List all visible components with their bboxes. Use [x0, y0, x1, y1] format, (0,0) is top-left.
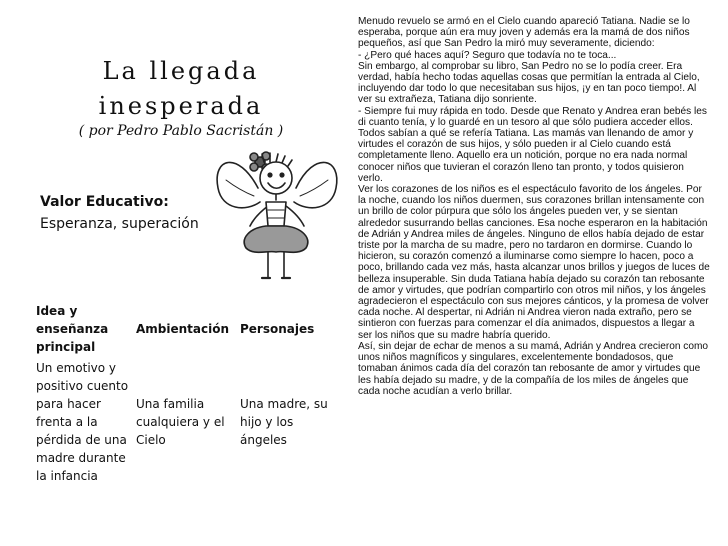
valor-educativo-value: Esperanza, superación — [40, 216, 199, 232]
cell-idea: Un emotivo y positivo cuento para hacer frenta a la pérdida de una madre durante la infancia — [36, 361, 129, 483]
fairy-girl-illustration — [210, 140, 345, 290]
author-line: ( por Pedro Pablo Sacristán ) — [78, 123, 284, 139]
story-paragraph: - ¿Pero qué haces aquí? Seguro que todavía no te toca... — [358, 49, 617, 61]
header-ambientacion: Ambientación — [136, 322, 230, 336]
header-idea: Idea y enseñanza principal — [36, 304, 109, 354]
left-column — [0, 0, 352, 546]
info-table-row — [34, 359, 334, 485]
story-paragraph: - Siempre fui muy rápida en todo. Desde que Renato y Andrea eran bebés les di cuanto tenía, y lo guardé en un tesoro al que sólo pudiera acceder ellos. — [358, 105, 707, 128]
info-table-header-row — [34, 299, 334, 359]
story-text — [358, 16, 710, 397]
story-paragraph: Ver los corazones de los niños es el espectáculo favorito de los ángeles. Por la noche, cuando los niños duermen, sus corazones brillan intensamente con un brillo de color púrpura que sólo los ángeles pueden ver, y se sientan alrededor susurrando bellas canciones. Esa noche esperaron en la habitación de Adrián y Andrea miles de ángeles. Ninguno de ellos había dejado de estar triste por la marcha de su madre, pero no tardaron en dormirse. Cuando lo hicieron, su corazón comenzó a iluminarse como siempre lo hacen, poco a poco, brillando cada vez más, hasta alcanzar unos brillos y juegos de luces de belleza insuperable. Sin duda Tatiana había dejado su corazón tan rebosante de amor y virtudes, que podrían compartirlo con otros mil niños, y los ángeles agradecieron el espectáculo con sus mejores cánticos, y la promesa de volver cada noche. Al despertar, ni Adrián ni Andrea vieron nada extraño, pero se sintieron con fuerzas para comenzar el día animados, dispuestos a llegar a ser los niños que su madre habría querido. — [358, 184, 710, 341]
story-paragraph: Todos sabían a qué se refería Tatiana. Las mamás van llenando de amor y virtudes el corazón de sus hijos, y sólo pueden ir al Cielo cuando está completamente lleno. Aquello era un notición, porque no era nada normal conocer niños que tuvieran el corazón lleno tan pronto, y todos quisieron verlo. — [358, 128, 694, 184]
title-line-2: inesperada — [98, 92, 264, 120]
cell-personajes: Una madre, su hijo y los ángeles — [240, 397, 328, 447]
header-personajes: Personajes — [240, 322, 315, 336]
info-table — [34, 299, 334, 485]
story-paragraph: Sin embargo, al comprobar su libro, San Pedro no se lo podía creer. Era verdad, había hecho todas aquellas cosas que permitían la entrada al Cielo, incluyendo dar todo lo que necesitaban sus hijos, ¡y en tan poco tiempo!. Al ver su extrañeza, Tatiana dijo sonriente. — [358, 60, 700, 106]
valor-educativo-label: Valor Educativo: — [40, 194, 169, 210]
story-title — [50, 54, 312, 124]
story-paragraph: Así, sin dejar de echar de menos a su mamá, Adrián y Andrea crecieron como unos niños magníficos y singulares, excelentemente bondadosos, que tomaban ánimos cada día del corazón tan rebosante de amor y virtudes que les había dejado su madre, y de la compañía de los miles de ángeles que cada noche acudían a verlo brillar. — [358, 340, 709, 397]
title-line-1: La llegada — [102, 57, 260, 85]
cell-ambientacion: Una familia cualquiera y el Cielo — [136, 397, 225, 447]
story-paragraph: Menudo revuelo se armó en el Cielo cuando apareció Tatiana. Nadie se lo esperaba, porque aún era muy joven y además era la mamá de dos niños pequeños, así que San Pedro la miró muy severamente, diciendo: — [358, 16, 690, 50]
